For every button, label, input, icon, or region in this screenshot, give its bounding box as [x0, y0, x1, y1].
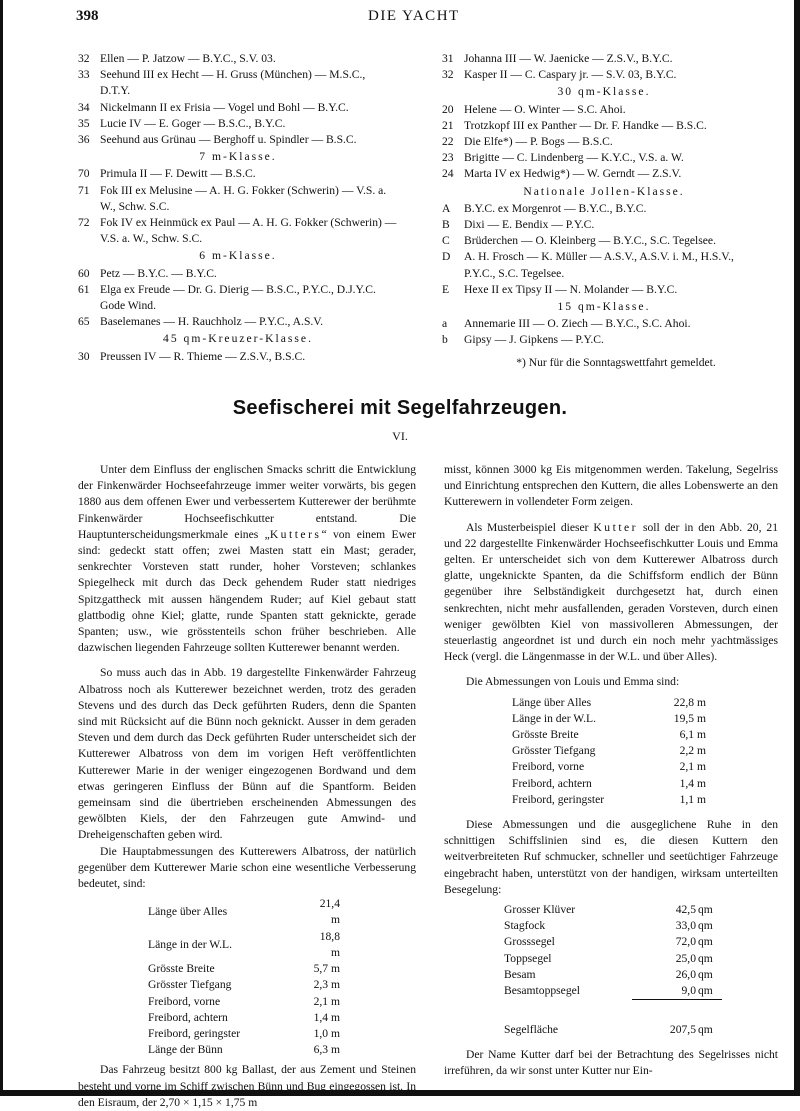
entry-number: 21 [442, 118, 454, 132]
dimension-row [148, 961, 344, 977]
entry-description: Gipsy — J. Gipkens — P.Y.C. [464, 333, 604, 347]
dimension-value: 6,3 m [313, 1043, 340, 1057]
entry-description: Primula II — F. Dewitt — B.S.C. [100, 167, 256, 181]
louis-emma-dimensions-table [512, 695, 710, 808]
entry-number: 32 [78, 52, 90, 65]
dimension-row [148, 1026, 344, 1042]
result-entry [442, 316, 766, 332]
sail-unit: qm [698, 951, 713, 965]
text-run: Als Musterbeispiel dieser [466, 520, 594, 534]
paragraph: Die Hauptabmessungen des Kutterewers Albatross, der natürlich gegenüber dem Kutterewer Marie schon eine wesentliche Verbesserung bedeutet, sind: [78, 844, 416, 891]
page-number: 398 [76, 8, 99, 24]
dimension-row [148, 977, 344, 993]
entry-number: 34 [78, 100, 90, 114]
results-list-right [442, 51, 766, 371]
sail-row [504, 967, 722, 983]
dimension-label: Grösste Breite [512, 728, 579, 742]
dimension-label: Grösster Tiefgang [148, 978, 232, 992]
result-entry [442, 217, 766, 233]
entry-description: Seehund aus Grünau — Berghoff u. Spindler — B.S.C. [100, 133, 357, 147]
sail-row [504, 902, 722, 918]
result-entry [442, 201, 766, 217]
sail-unit: qm [698, 935, 713, 949]
entry-description: Brüderchen — O. Kleinberg — B.Y.C., S.C. Tegelsee. [464, 234, 716, 248]
entry-number: 30 [78, 349, 90, 363]
sum-rule [504, 1000, 722, 1016]
dimension-value: 1,4 m [313, 1010, 340, 1024]
entry-description: Hexe II ex Tipsy II — N. Molander — B.Y.C. [464, 282, 678, 296]
entry-description: Marta IV ex Hedwig*) — W. Gerndt — Z.S.V. [464, 167, 682, 181]
albatross-dimensions-table [148, 896, 344, 1058]
entry-number: b [442, 333, 448, 347]
sail-label: Grosser Klüver [504, 903, 576, 917]
result-entry [78, 67, 398, 99]
entry-description: Die Elfe*) — P. Bogs — B.S.C. [464, 135, 613, 149]
sail-total-row [504, 1016, 722, 1038]
dimension-value: 21,4 m [319, 897, 340, 927]
entry-description: B.Y.C. ex Morgenrot — B.Y.C., B.Y.C. [464, 201, 647, 215]
emphasized-term: Kutter [593, 520, 639, 534]
entry-number: B [442, 218, 450, 232]
result-entry [78, 51, 398, 67]
dimension-label: Freibord, achtern [512, 776, 592, 790]
result-entry [442, 332, 766, 348]
entry-description: Ellen — P. Jatzow — B.Y.C., S.V. 03. [100, 52, 276, 65]
dimension-value: 2,2 m [679, 744, 706, 758]
dimension-row [512, 776, 710, 792]
entry-description: Brigitte — C. Lindenberg — K.Y.C., V.S. a. W. [464, 151, 684, 165]
dimension-label: Länge der Bünn [148, 1043, 223, 1057]
article-title: Seefischerei mit Segelfahrzeugen. [232, 397, 568, 419]
result-entry [78, 266, 398, 282]
result-entry [442, 233, 766, 249]
entry-number: 60 [78, 266, 90, 280]
text-run: “ von einem Ewer sind: gedeckt statt offen; zwei Masten statt ein Mast; gerader, senkrechter Vorsteven statt runder, hoher Vorsteven; schlankes Spiegelheck mit durch das Deck gehendem Ruder statt niedriges Spitzgattheck mit aussen hängendem Ruder; auf Kiel gebaut statt glattbodig ohne Kiel; glatte, runde Spanten statt geknickte, gerade Spanten; usw., wie grösstenteils schon früher beschrieben. Alle dazwischen liegenden Fahrzeuge sollten Kutterewer benannt werden. [78, 527, 416, 655]
sail-row [504, 934, 722, 950]
result-entry [442, 134, 766, 150]
entry-number: D [442, 250, 451, 264]
entry-description: Fok III ex Melusine — A. H. G. Fokker (Schwerin) — V.S. a. W., Schw. S.C. [100, 183, 387, 213]
entry-number: A [442, 201, 451, 215]
entry-number: 35 [78, 116, 90, 130]
sail-label: Besamtoppsegel [504, 984, 580, 998]
sail-row [504, 983, 722, 1000]
result-entry [78, 166, 398, 182]
sail-label: Toppsegel [504, 951, 552, 965]
dimension-value: 18,8 m [319, 929, 340, 959]
entry-description: Helene — O. Winter — S.C. Ahoi. [464, 102, 626, 116]
entry-description: Kasper II — C. Caspary jr. — S.V. 03, B.Y.C. [464, 68, 677, 82]
article-part-number: VI. [392, 429, 408, 443]
entry-number: 72 [78, 216, 90, 230]
paragraph: Die Abmessungen von Louis und Emma sind: [466, 675, 680, 689]
class-heading: Nationale Jollen-Klasse. [523, 184, 685, 198]
article-column-right [444, 462, 778, 1080]
dimension-row [512, 695, 710, 711]
entry-description: Preussen IV — R. Thieme — Z.S.V., B.S.C. [100, 349, 306, 363]
result-entry [442, 150, 766, 166]
dimension-row [148, 1010, 344, 1026]
entry-description: Lucie IV — E. Goger — B.S.C., B.Y.C. [100, 116, 286, 130]
sail-total-label: Segelfläche [504, 1022, 559, 1036]
result-entry [78, 132, 398, 148]
dimension-value: 2,1 m [313, 994, 340, 1008]
entry-description: Nickelmann II ex Frisia — Vogel und Bohl — B.Y.C. [100, 100, 349, 114]
dimension-value: 6,1 m [679, 728, 706, 742]
dimension-value: 5,7 m [313, 962, 340, 976]
text-run: soll der in den Abb. 20, 21 und 22 dargestellte Finkenwärder Hochseefischkutter Louis und Emma gelten. Er unterscheidet sich von dem Kutterewer Albatross durch glatte, ungeknickte Spanten, da die Schiffsform endlich der Bünn gegenüber ihre Selbständigkeit durchgesetzt hat, durch einen senkrechten, nicht mehr ausfallenden, geraden Vorsteven, durch einen weniger gewölbten Kiel von massivolleren Abmessungen, der steuerlastig angeordnet ist und durch ein noch mehr yachtmässiges Heck (vergl. die Längenmasse in der W.L. und über Alles). [444, 520, 779, 664]
class-heading: 30 qm-Klasse. [557, 85, 651, 99]
dimension-row [148, 896, 344, 928]
paragraph: Das Fahrzeug besitzt 800 kg Ballast, der aus Zement und Steinen besteht und vorne im Schiff zwischen Bünn und Bug eingegossen ist. In den Eisraum, der 2,70 × 1,15 × 1,75 m [78, 1063, 416, 1109]
entry-number: 33 [78, 68, 90, 82]
sail-area: 26,0 [675, 967, 696, 981]
sail-unit: qm [698, 967, 713, 981]
dimension-value: 19,5 m [673, 711, 706, 725]
entry-number: 32 [442, 68, 454, 82]
entry-description: Elga ex Freude — Dr. G. Dierig — B.S.C., P.Y.C., D.J.Y.C. Gode Wind. [100, 282, 376, 313]
entry-number: E [442, 282, 450, 296]
sail-label: Grosssegel [504, 935, 555, 949]
dimension-row [512, 743, 710, 759]
sail-unit: qm [698, 919, 713, 933]
dimension-value: 22,8 m [673, 695, 706, 709]
class-heading: 15 qm-Klasse. [557, 300, 651, 314]
text-run: Unter dem Einfluss der englischen Smacks schritt die Entwicklung der Finkenwärder Hochseefahrzeuge immer weiter vorwärts, bis gegen 1880 aus dem offenen Ewer und verbessertem Kutterewer der berühmte Finkenwärder Hochseefischkutter entstand. Die Hauptunterscheidungsmerkmale eines „ [78, 463, 416, 541]
entry-number: 22 [442, 135, 454, 149]
dimension-row [148, 994, 344, 1010]
results-list-left [78, 51, 398, 365]
entry-description: Johanna III — W. Jaenicke — Z.S.V., B.Y.C. [464, 52, 673, 65]
dimension-row [148, 929, 344, 961]
dimension-row [512, 711, 710, 727]
result-entry [442, 166, 766, 182]
dimension-row [512, 727, 710, 743]
sail-label: Stagfock [504, 919, 546, 933]
entry-number: 71 [78, 183, 90, 197]
result-entry [78, 116, 398, 132]
entry-number: 31 [442, 52, 454, 65]
class-heading: 7 m-Klasse. [199, 150, 277, 164]
entry-number: 65 [78, 315, 90, 329]
entry-description: Dixi — E. Bendix — P.Y.C. [464, 218, 595, 232]
entry-description: Trotzkopf III ex Panther — Dr. F. Handke — B.S.C. [464, 118, 707, 132]
dimension-label: Freibord, geringster [148, 1026, 241, 1040]
sail-label: Besam [504, 967, 536, 981]
entry-description: Annemarie III — O. Ziech — B.Y.C., S.C. Ahoi. [464, 317, 691, 331]
result-entry [78, 215, 398, 247]
dimension-value: 1,0 m [313, 1026, 340, 1040]
paragraph: Diese Abmessungen und die ausgeglichene Ruhe in den schnittigen Schiffslinien sind es, die diesen Kuttern den weitverbreiteten Ruf schmucker, schneller und seetüchtiger Fahrzeuge eingebracht haben, unterstützt von der handigen, wirksam unterteilten Besegelung: [444, 818, 778, 896]
dimension-label: Freibord, vorne [512, 760, 585, 774]
result-entry [442, 249, 766, 281]
entry-number: a [442, 317, 448, 331]
result-entry [78, 282, 398, 314]
entry-description: Fok IV ex Heinmück ex Paul — A. H. G. Fokker (Schwerin) — V.S. a. W., Schw. S.C. [100, 216, 397, 246]
dimension-value: 1,1 m [679, 792, 706, 806]
dimension-label: Grösster Tiefgang [512, 744, 596, 758]
dimension-value: 2,3 m [313, 978, 340, 992]
dimension-label: Länge über Alles [148, 905, 228, 919]
dimension-label: Freibord, achtern [148, 1010, 228, 1024]
emphasized-term: Kutters [269, 527, 322, 541]
sail-unit: qm [698, 984, 713, 998]
sail-area: 72,0 [675, 935, 696, 949]
result-entry [442, 118, 766, 134]
sail-area: 42,5 [675, 903, 696, 917]
result-entry [442, 282, 766, 298]
entry-description: A. H. Frosch — K. Müller — A.S.V., A.S.V. i. M., H.S.V., P.Y.C., S.C. Tegelsee. [464, 250, 734, 280]
result-entry [442, 102, 766, 118]
entry-description: Petz — B.Y.C. — B.Y.C. [100, 266, 217, 280]
dimension-label: Länge in der W.L. [148, 937, 233, 951]
entry-description: Seehund III ex Hecht — H. Gruss (München) — M.S.C., D.T.Y. [100, 68, 366, 98]
sail-total-unit: qm [698, 1022, 713, 1036]
entry-description: Baselemanes — H. Rauchholz — P.Y.C., A.S.V. [100, 315, 324, 329]
paragraph: So muss auch das in Abb. 19 dargestellte Finkenwärder Fahrzeug Albatross noch als Kutterewer bezeichnet werden, trotz des geraden Stevens und des durch das Deck geführten Ruders, denn die Spanten sind mit Rücksicht auf die Bünn noch geknickt. Ausser in dem geraden Steven und dem durch das Deck geführten Ruder unterscheidet sich der Kutterewer Albatross von dem im vorigen Heft veröffentlichten Kutterewer Marie in der weniger eingezogenen Bordwand und dem etwas geringeren Einfluss der Bünn auf die Spantform. Beiden gemeinsam sind die übertrieben erscheinenden Abmessungen des gewölbten Kiels, der den Fahrzeugen gute Amwind- und Dreheigenschaften geben wird. [78, 666, 416, 842]
paragraph: misst, können 3000 kg Eis mitgenommen werden. Takelung, Segelriss und Einrichtung entsprechen den Kuttern, die alles Lobenswerte an den Kutterewern in vollendeter Form zeigen. [444, 463, 778, 509]
class-heading: 45 qm-Kreuzer-Klasse. [163, 332, 313, 346]
dimension-label: Freibord, vorne [148, 994, 221, 1008]
sail-total-area: 207,5 [669, 1022, 696, 1036]
sail-area: 25,0 [675, 951, 696, 965]
dimension-label: Länge über Alles [512, 695, 592, 709]
sail-row [504, 951, 722, 967]
dimension-value: 2,1 m [679, 760, 706, 774]
paragraph [444, 520, 778, 666]
dimension-value: 1,4 m [679, 776, 706, 790]
result-entry [78, 183, 398, 215]
sail-unit: qm [698, 903, 713, 917]
sail-area: 33,0 [675, 919, 696, 933]
sail-areas-table [504, 902, 722, 1038]
result-entry [78, 314, 398, 330]
result-entry [442, 67, 766, 83]
dimension-row [512, 792, 710, 808]
entry-number: 24 [442, 167, 454, 181]
entry-number: 36 [78, 133, 90, 147]
dimension-label: Grösste Breite [148, 962, 215, 976]
entry-number: 61 [78, 282, 90, 296]
paragraph [78, 462, 416, 656]
class-heading: 6 m-Klasse. [199, 249, 277, 263]
sail-area: 9,0 [681, 984, 696, 998]
sail-row [504, 918, 722, 934]
result-entry [78, 349, 398, 365]
dimension-row [512, 759, 710, 775]
footnote: *) Nur für die Sonntagswettfahrt gemeldet. [516, 355, 716, 369]
dimension-row [148, 1042, 344, 1058]
entry-number: C [442, 234, 450, 248]
entry-number: 23 [442, 151, 454, 165]
dimension-label: Freibord, geringster [512, 792, 605, 806]
entry-number: 70 [78, 167, 90, 181]
result-entry [442, 51, 766, 67]
article-column-left [78, 462, 416, 1111]
entry-number: 20 [442, 102, 454, 116]
result-entry [78, 100, 398, 116]
dimension-label: Länge in der W.L. [512, 711, 597, 725]
paragraph: Der Name Kutter darf bei der Betrachtung des Segelrisses nicht irreführen, da wir sonst unter Kutter nur Ein- [444, 1048, 778, 1078]
running-head: DIE YACHT [368, 8, 460, 24]
